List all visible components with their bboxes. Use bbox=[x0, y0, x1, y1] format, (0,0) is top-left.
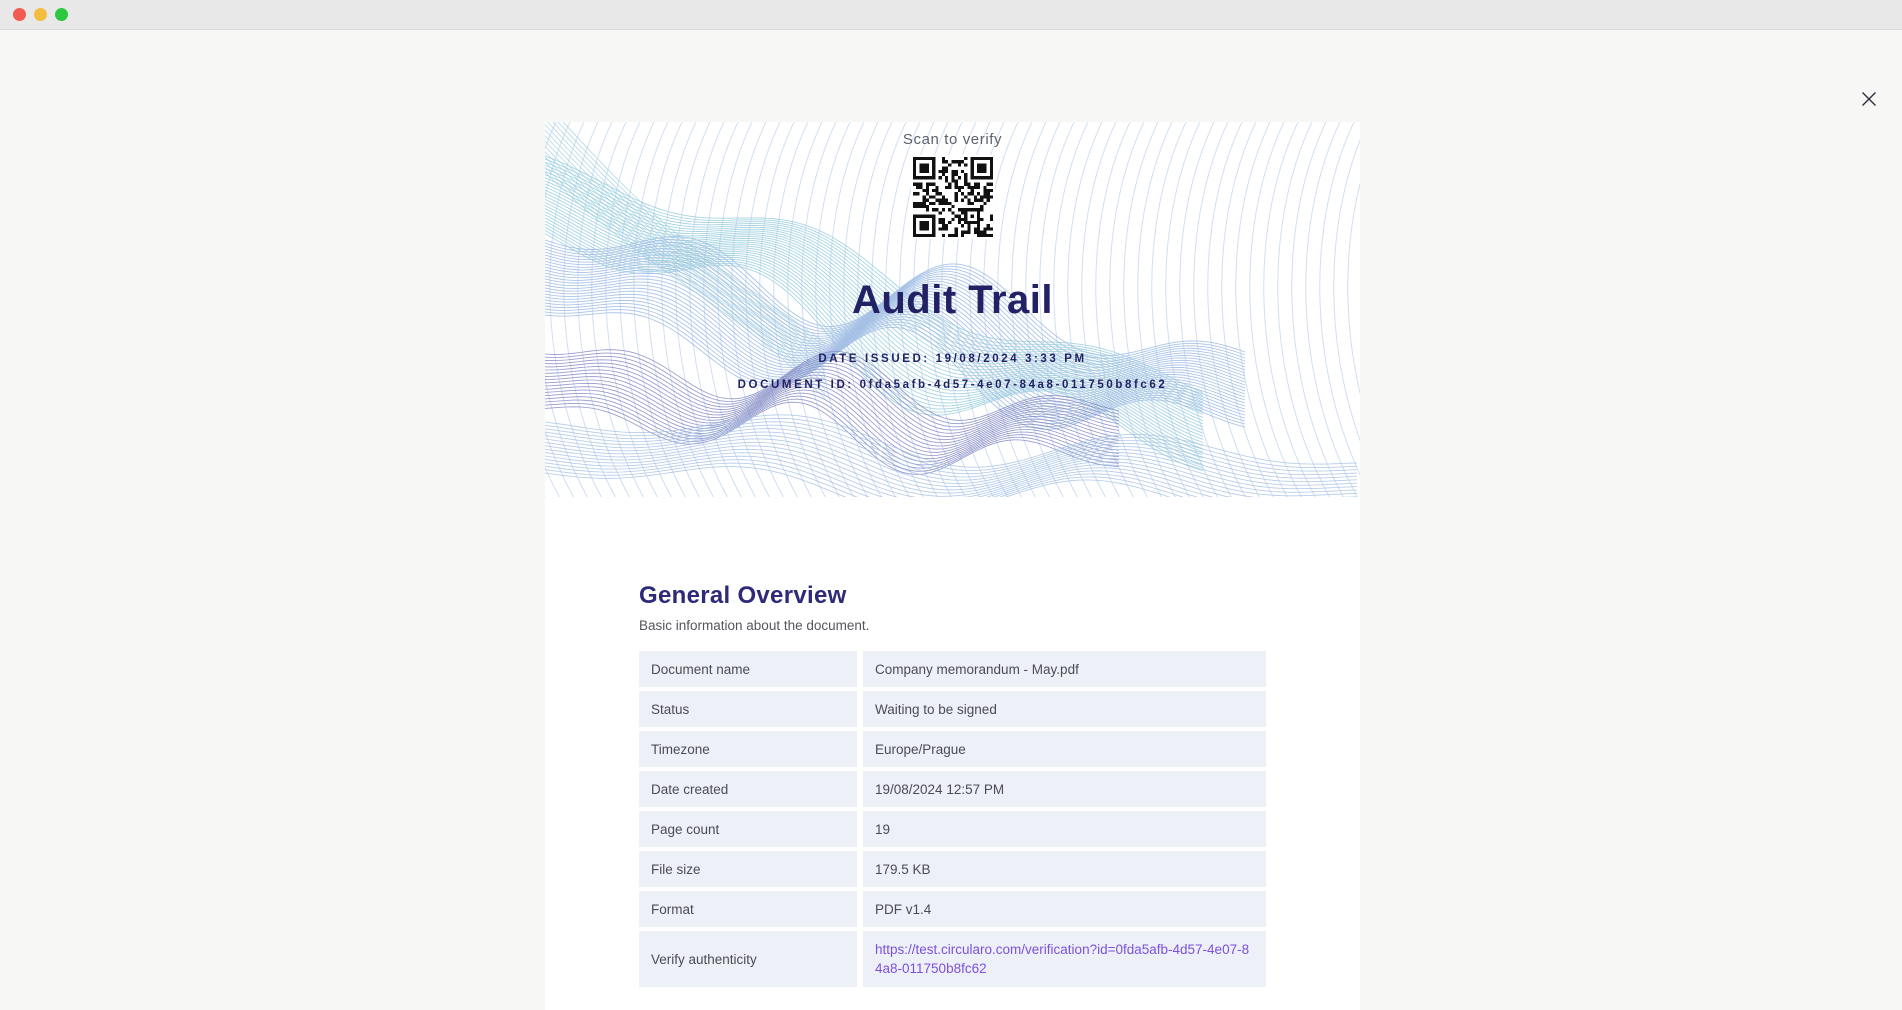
window-titlebar bbox=[0, 0, 1902, 30]
document-viewer bbox=[0, 30, 1902, 1010]
window-close-button[interactable] bbox=[13, 8, 26, 21]
close-icon[interactable] bbox=[1860, 90, 1878, 108]
section-heading: General Overview bbox=[639, 582, 847, 609]
table-row-timezone bbox=[639, 731, 1266, 767]
row-label: Status bbox=[639, 691, 857, 727]
certificate-title: Audit Trail bbox=[851, 278, 1054, 322]
window-zoom-button[interactable] bbox=[55, 8, 68, 21]
row-value: 19 bbox=[863, 811, 1266, 847]
table-row-verify-authenticity bbox=[639, 931, 1266, 987]
date-issued-line bbox=[545, 352, 1360, 366]
section-subheading: Basic information about the document. bbox=[639, 618, 870, 633]
row-value: 179.5 KB bbox=[863, 851, 1266, 887]
date-issued-value: 19/08/2024 3:33 PM bbox=[935, 353, 1087, 365]
table-row-format bbox=[639, 891, 1266, 927]
table-row-document-name bbox=[639, 651, 1266, 687]
overview-table bbox=[639, 651, 1266, 987]
table-row-file-size bbox=[639, 851, 1266, 887]
qr-code-icon bbox=[911, 155, 995, 239]
document-id-label: DOCUMENT ID: bbox=[737, 379, 854, 391]
table-row-date-created bbox=[639, 771, 1266, 807]
scan-to-verify-label: Scan to verify bbox=[902, 131, 1003, 148]
table-row-status bbox=[639, 691, 1266, 727]
row-label: Timezone bbox=[639, 731, 857, 767]
row-label: Page count bbox=[639, 811, 857, 847]
row-label: Date created bbox=[639, 771, 857, 807]
row-value: Europe/Prague bbox=[863, 731, 1266, 767]
row-value: PDF v1.4 bbox=[863, 891, 1266, 927]
document-id-line bbox=[545, 378, 1360, 392]
window-minimize-button[interactable] bbox=[34, 8, 47, 21]
audit-trail-document bbox=[545, 122, 1360, 1010]
document-id-value: 0fda5afb-4d57-4e07-84a8-011750b8fc62 bbox=[859, 379, 1168, 391]
row-label: Format bbox=[639, 891, 857, 927]
row-label: Document name bbox=[639, 651, 857, 687]
row-value: Company memorandum - May.pdf bbox=[863, 651, 1266, 687]
row-label: Verify authenticity bbox=[639, 931, 857, 987]
row-label: File size bbox=[639, 851, 857, 887]
row-value: Waiting to be signed bbox=[863, 691, 1266, 727]
table-row-page-count bbox=[639, 811, 1266, 847]
row-value bbox=[863, 931, 1266, 987]
general-overview-section bbox=[545, 581, 1360, 987]
date-issued-label: DATE ISSUED: bbox=[818, 353, 930, 365]
verification-link[interactable]: https://test.circularo.com/verification?id=0fda5afb-4d57-4e07-84a8-011750b8fc62 bbox=[875, 942, 1250, 976]
row-value: 19/08/2024 12:57 PM bbox=[863, 771, 1266, 807]
certificate-banner bbox=[545, 122, 1360, 497]
